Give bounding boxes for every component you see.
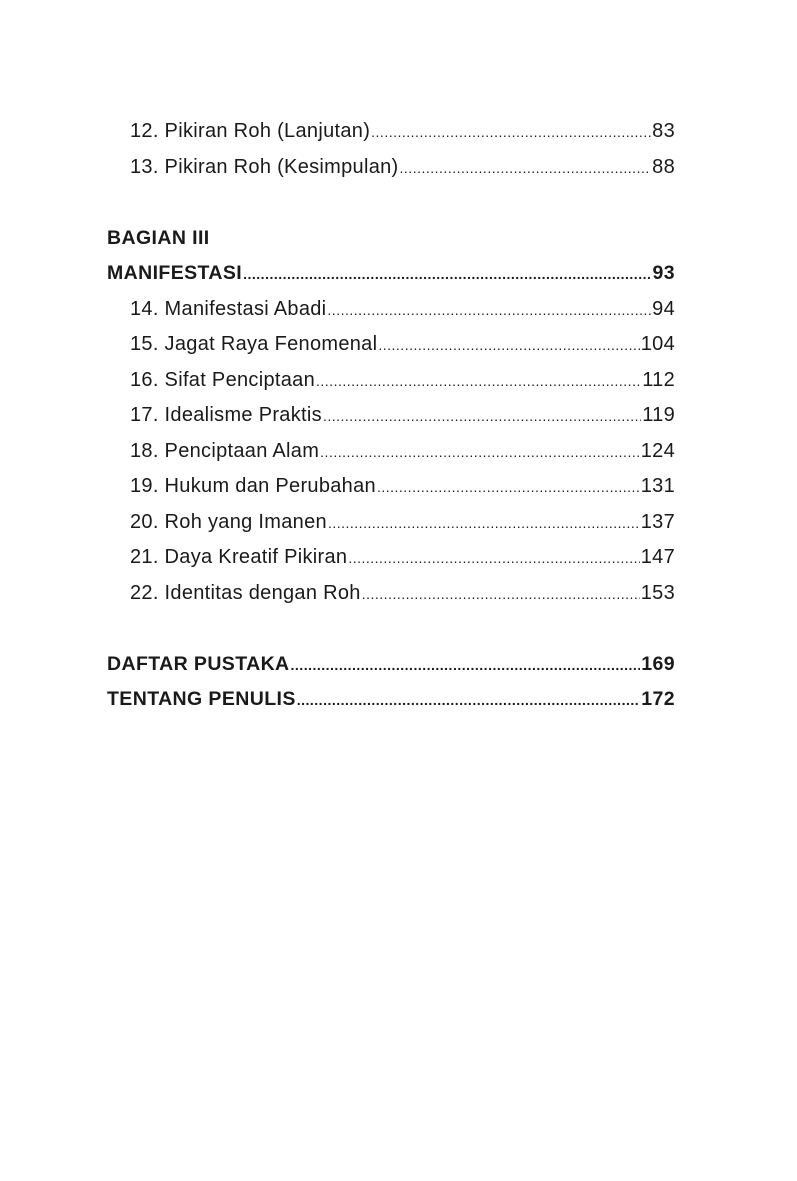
toc-entry-page: 169 (641, 652, 675, 675)
toc-entry-page: 112 (642, 368, 675, 391)
dot-leader (348, 541, 639, 576)
toc-entry-page: 119 (642, 404, 675, 426)
dot-leader (320, 435, 640, 470)
toc-entry-17[interactable] (107, 398, 675, 434)
toc-entry-page: 93 (652, 262, 675, 284)
section-spacer (107, 611, 675, 647)
toc-entry-label: 12. Pikiran Roh (Lanjutan) (130, 120, 371, 142)
toc-entry-page: 83 (652, 120, 675, 142)
dot-leader (291, 648, 641, 683)
toc-entry-daftar-pustaka[interactable] (107, 647, 675, 683)
toc-entry-20[interactable] (107, 505, 675, 541)
toc-entry-label: DAFTAR PUSTAKA (107, 652, 290, 675)
toc-entry-label: 21. Daya Kreatif Pikiran (130, 546, 348, 568)
dot-leader (400, 151, 652, 186)
toc-entry-label: 18. Penciptaan Alam (130, 439, 320, 462)
section-spacer (107, 185, 675, 221)
toc-entry-label: 22. Identitas dengan Roh (130, 581, 361, 604)
toc-entry-page: 147 (640, 546, 675, 568)
toc-entry-label: 14. Manifestasi Abadi (130, 297, 327, 320)
toc-entry-label: 20. Roh yang Imanen (130, 510, 327, 533)
toc-entry-page: 104 (640, 333, 675, 355)
toc-entry-15[interactable] (107, 327, 675, 363)
toc-entry-19[interactable] (107, 469, 675, 505)
dot-leader (243, 257, 651, 292)
toc-entry-page: 94 (652, 297, 675, 320)
toc-entry-manifestasi[interactable] (107, 256, 675, 292)
toc-entry-label: 15. Jagat Raya Fenomenal (130, 333, 378, 355)
toc-entry-21[interactable] (107, 540, 675, 576)
dot-leader (371, 115, 651, 150)
toc-entry-label: 19. Hukum dan Perubahan (130, 475, 376, 497)
toc-entry-page: 153 (640, 581, 675, 604)
toc-entry-label: 16. Sifat Penciptaan (130, 368, 316, 391)
toc-entry-tentang-penulis[interactable] (107, 682, 675, 718)
toc-entry-13[interactable] (107, 150, 675, 186)
toc-entry-16[interactable] (107, 363, 675, 399)
toc-entry-22[interactable] (107, 576, 675, 612)
dot-leader (323, 399, 641, 434)
toc-entry-page: 172 (641, 688, 675, 710)
toc-entry-page: 137 (640, 510, 675, 533)
dot-leader (316, 364, 641, 399)
dot-leader (378, 328, 639, 363)
dot-leader (362, 577, 640, 612)
dot-leader (297, 683, 641, 718)
toc-entry-label: TENTANG PENULIS (107, 688, 296, 710)
toc-entry-14[interactable] (107, 292, 675, 328)
toc-entry-label: 17. Idealisme Praktis (130, 404, 322, 426)
table-of-contents (107, 114, 675, 718)
toc-entry-12[interactable] (107, 114, 675, 150)
part-heading: BAGIAN III (107, 226, 210, 249)
dot-leader (327, 293, 651, 328)
toc-entry-page: 124 (640, 439, 675, 462)
dot-leader (328, 506, 640, 541)
toc-entry-18[interactable] (107, 434, 675, 470)
toc-entry-label: 13. Pikiran Roh (Kesimpulan) (130, 155, 399, 178)
toc-entry-page: 131 (640, 475, 675, 497)
toc-entry-page: 88 (652, 155, 675, 178)
toc-entry-label: MANIFESTASI (107, 262, 243, 284)
dot-leader (377, 470, 640, 505)
